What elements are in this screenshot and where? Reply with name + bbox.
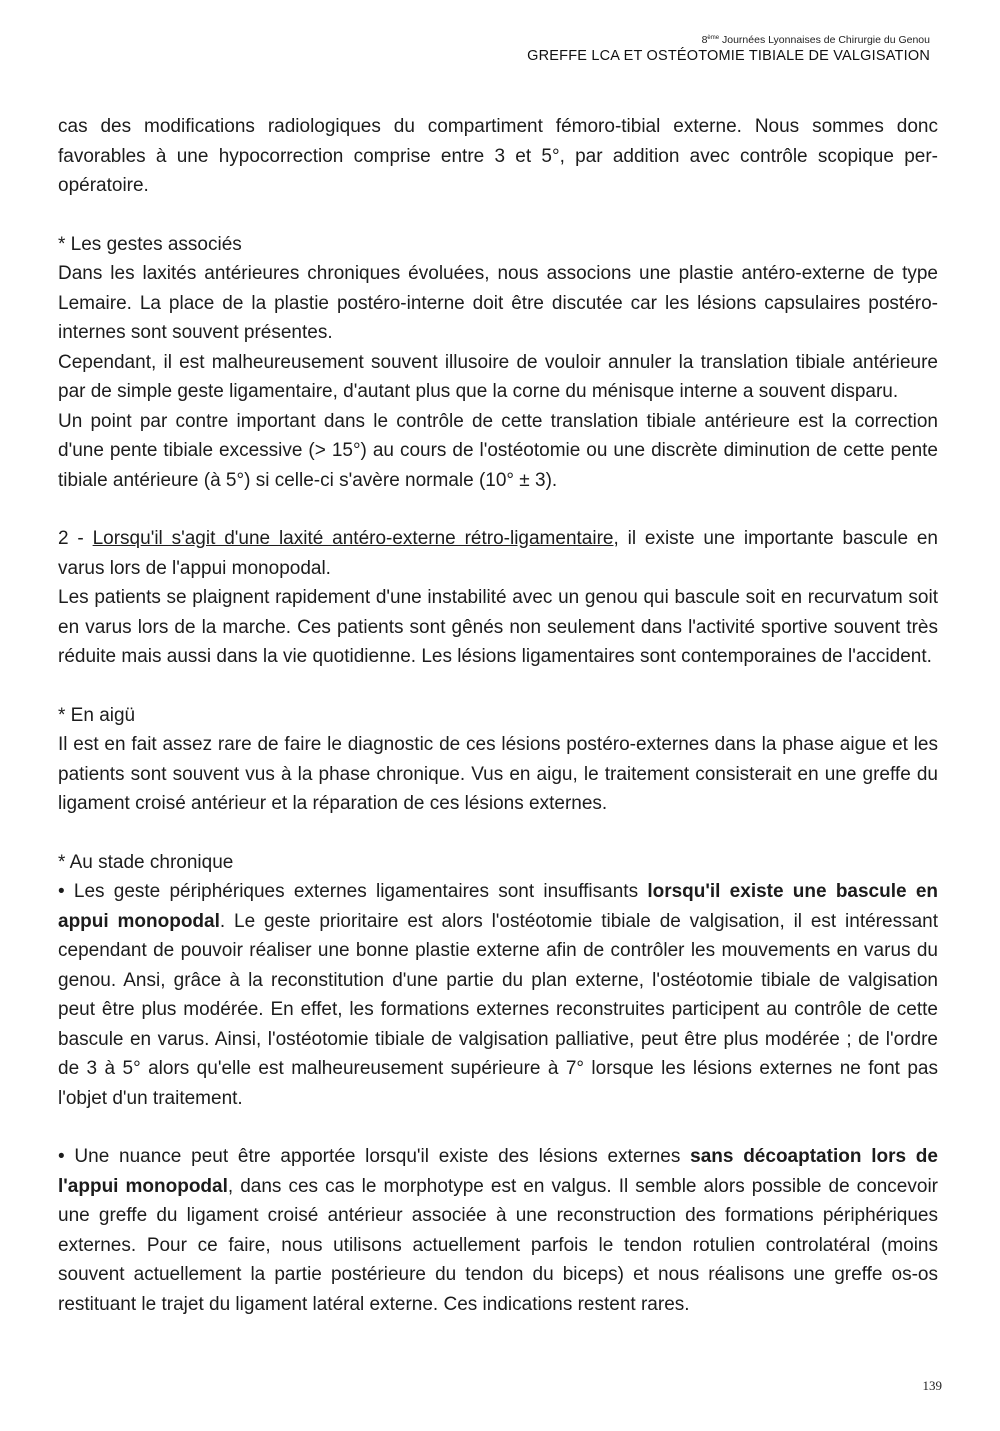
bullet-nuance: [58, 1142, 938, 1319]
paragraph-intro: cas des modifications radiologiques du compartiment fémoro-tibial externe. Nous sommes donc favorables à une hypocorrection comprise entre 3 et 5°, par addition avec contrôle scopique per-opératoire.: [58, 116, 938, 196]
heading-en-aigu: * En aigü: [58, 704, 136, 726]
bullet-2-text-start: • Une nuance peut être apportée lorsqu'il existe des lésions externes: [58, 1146, 691, 1167]
header-edition-suffix: ème: [707, 35, 720, 41]
header-edition-number: 8: [701, 34, 708, 46]
bullet-1-text-end: . Le geste prioritaire est alors l'ostéotomie tibiale de valgisation, il est intéressant cependant de pouvoir réaliser une bonne plastie externe afin de contrôler les mouvements en varus du genou. Ansi, grâce à la reconstitution d'une partie du plan externe, l'ostéotomie tibiale de valgisation peut être plus modérée. En effet, les formations externes reconstruites participent au contrôle de cette bascule en varus. Ainsi, l'ostéotomie tibiale de valgisation palliative, peut être plus modérée ; de l'ordre de 3 à 5° alors qu'elle est malheureusement supérieure à 7° lorsque les lésions externes ne font pas l'objet d'un traitement.: [58, 910, 938, 1109]
running-header: [527, 34, 930, 65]
page-number: 139: [922, 1378, 942, 1393]
paragraph-pente-tibiale: Un point par contre important dans le contrôle de cette translation tibiale antérieure est la correction d'une pente tibiale excessive (> 15°) au cours de l'ostéotomie ou une discrète diminution de cette pente tibiale antérieure (à 5°) si celle-ci s'avère normale (10° ± 3).: [58, 410, 938, 491]
bullet-1-text-start: • Les geste périphériques externes ligamentaires sont insuffisants: [58, 881, 648, 902]
header-chapter-title: GREFFE LCA ET OSTÉOTOMIE TIBIALE DE VALGISATION: [527, 47, 930, 64]
bullet-2-text-end: , dans ces cas le morphotype est en valgus. Il semble alors possible de concevoir une greffe du ligament croisé antérieur associée à une reconstruction des formations périphériques externes. Pour ce faire, nous utilisons actuellement parfois le tendon rotulien controlatéral (moins souvent actuellement la partie postérieure du tendon du biceps) et nous réalisons une greffe os-os restituant le trajet du ligament latéral externe. Ces indications restent rares.: [58, 1175, 938, 1315]
bullet-1-bold: lorsqu'il existe une bascule en appui monopodal: [58, 881, 938, 932]
paragraph-plastie: Dans les laxités antérieures chroniques évoluées, nous associons une plastie antéro-externe de type Lemaire. La place de la plastie postéro-interne doit être discutée car les lésions capsulaires postéro-internes sont souvent présentes.: [58, 263, 938, 343]
paragraph-aigu: Il est en fait assez rare de faire le diagnostic de ces lésions postéro-externes dans la phase aigue et les patients sont souvent vus à la phase chronique. Vus en aigu, le traitement consisterait en une greffe du ligament croisé antérieur et la réparation de ces lésions externes.: [58, 734, 938, 814]
paragraph-cependant: Cependant, il est malheureusement souvent illusoire de vouloir annuler la translation tibiale antérieure par de simple geste ligamentaire, d'autant plus que la corne du ménisque interne a souvent disparu.: [58, 351, 938, 402]
paragraph-patients: Les patients se plaignent rapidement d'une instabilité avec un genou qui bascule soit en recurvatum soit en varus lors de la marche. Ces patients sont gênés non seulement dans l'activité sportive souvent très réduite mais aussi dans la vie quotidienne. Les lésions ligamentaires sont contemporaines de l'accident.: [58, 587, 938, 667]
heading-stade-chronique: * Au stade chronique: [58, 851, 234, 873]
section-2-underlined-title: Lorsqu'il s'agit d'une laxité antéro-externe rétro-ligamentaire: [92, 528, 614, 549]
section-2-intro: [58, 524, 938, 583]
header-conference-name: Journées Lyonnaises de Chirurgie du Genou: [719, 34, 930, 46]
section-2-number: 2 -: [58, 528, 93, 549]
header-conference: [527, 34, 930, 47]
bullet-geste-peripherique: [58, 877, 938, 1113]
bullet-2-bold: sans décoaptation lors de l'appui monopodal: [58, 1146, 938, 1197]
section-2-rest: , il existe une importante bascule en varus lors de l'appui monopodal.: [58, 528, 938, 579]
body-text: [58, 112, 938, 1319]
heading-gestes-associes: * Les gestes associés: [58, 233, 242, 255]
